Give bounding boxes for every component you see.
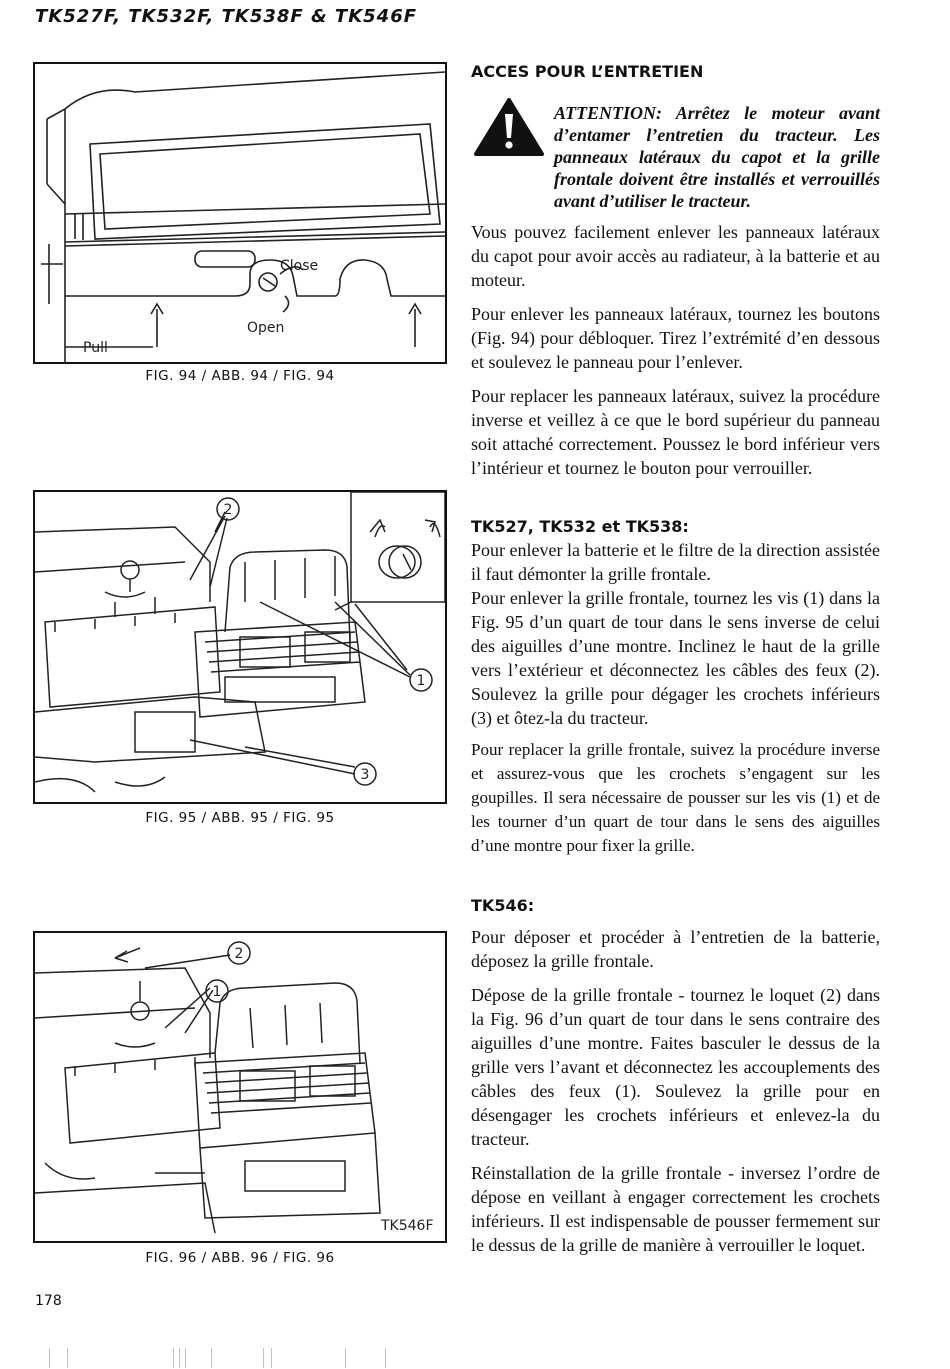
paragraph: Vous pouvez facilement enlever les panneaux latéraux du capot pour avoir accès au radiateur, à la batterie et au moteur. (471, 222, 880, 290)
front-grille-illustration (35, 492, 445, 802)
model-label: TK546F (381, 1218, 434, 1234)
figure-95 (33, 490, 447, 804)
subsection-tk527 (471, 516, 880, 858)
paragraph: Pour replacer la grille frontale, suivez la procédure inverse et assurez-vous que les crochets s’engagent sur les goupilles. Il sera nécessaire de pousser sur les vis (1) et de les tourner d’un quart de tour dans le sens des aiguilles d’une montre pour fixer la grille. (471, 740, 880, 855)
print-marks (45, 1348, 425, 1368)
figure-96-caption: FIG. 96 / ABB. 96 / FIG. 96 (145, 1250, 335, 1266)
section-title (471, 60, 880, 84)
figure-94-caption: FIG. 94 / ABB. 94 / FIG. 94 (145, 368, 335, 384)
callout-2: 2 (234, 946, 244, 962)
paragraph: Pour enlever la batterie et le filtre de la direction assistée il faut démonter la grille frontale. (471, 540, 880, 584)
label-pull: Pull (83, 340, 108, 356)
callout-1: 1 (416, 673, 426, 689)
subsection-heading: TK527, TK532 et TK538: (471, 517, 689, 536)
label-close: Close (280, 258, 319, 274)
subsection-heading: TK546: (471, 896, 535, 915)
section-body (471, 220, 880, 480)
paragraph: Pour enlever la grille frontale, tournez les vis (1) dans la Fig. 95 d’un quart de tour dans le sens inverse de celui des aiguilles d’une montre. Inclinez le haut de la grille vers l’extérieur et déconnectez les câbles des feux (2). Soulevez la grille pour dégager les crochets inférieurs (3) et ôtez-la du tracteur. (471, 588, 880, 728)
subsection-tk546 (471, 895, 880, 1257)
hood-panel-illustration (35, 64, 445, 362)
callout-2: 2 (223, 502, 233, 518)
paragraph: Pour déposer et procéder à l’entretien de la batterie, déposez la grille frontale. (471, 927, 880, 971)
callout-1: 1 (212, 984, 222, 1000)
figure-95-caption: FIG. 95 / ABB. 95 / FIG. 95 (145, 810, 335, 826)
warning-triangle-icon (472, 96, 546, 163)
tk546-grille-illustration (35, 933, 445, 1241)
paragraph: Pour enlever les panneaux latéraux, tournez les boutons (Fig. 94) pour débloquer. Tirez l’extrémité d’en dessous et soulevez le panneau pour l’enlever. (471, 304, 880, 372)
label-open: Open (247, 320, 285, 336)
figure-94 (33, 62, 447, 364)
figure-96 (33, 931, 447, 1243)
paragraph: Dépose de la grille frontale - tournez le loquet (2) dans la Fig. 96 d’un quart de tour dans le sens contraire des aiguilles d’une montre. Faites basculer le dessus de la grille vers l’avant et déconnectez les accouplements des câbles des feux (1). Soulevez la grille pour en désengager les crochets inférieurs et enlevez-la du tracteur. (471, 985, 880, 1149)
paragraph: Pour replacer les panneaux latéraux, suivez la procédure inverse et veillez à ce que le bord supérieur du panneau soit attaché correctement. Poussez le bord inférieur vers l’intérieur et tournez le bouton pour verrouiller. (471, 386, 880, 478)
callout-3: 3 (360, 767, 370, 783)
page-number: 178 (35, 1293, 62, 1309)
warning-text: ATTENTION: Arrêtez le moteur avant d’entamer l’entretien du tracteur. Les panneaux latéraux du capot et la grille frontale doivent être installés et verrouillés avant d’utiliser le tracteur. (554, 103, 880, 211)
page-header: TK527F, TK532F, TK538F & TK546F (35, 6, 418, 27)
section-heading: ACCES POUR L’ENTRETIEN (471, 62, 704, 81)
paragraph: Réinstallation de la grille frontale - inversez l’ordre de dépose en veillant à engager correctement les crochets inférieurs. Il est indispensable de pousser fermement sur le dessus de la grille de manière à verrouiller le loquet. (471, 1163, 880, 1255)
